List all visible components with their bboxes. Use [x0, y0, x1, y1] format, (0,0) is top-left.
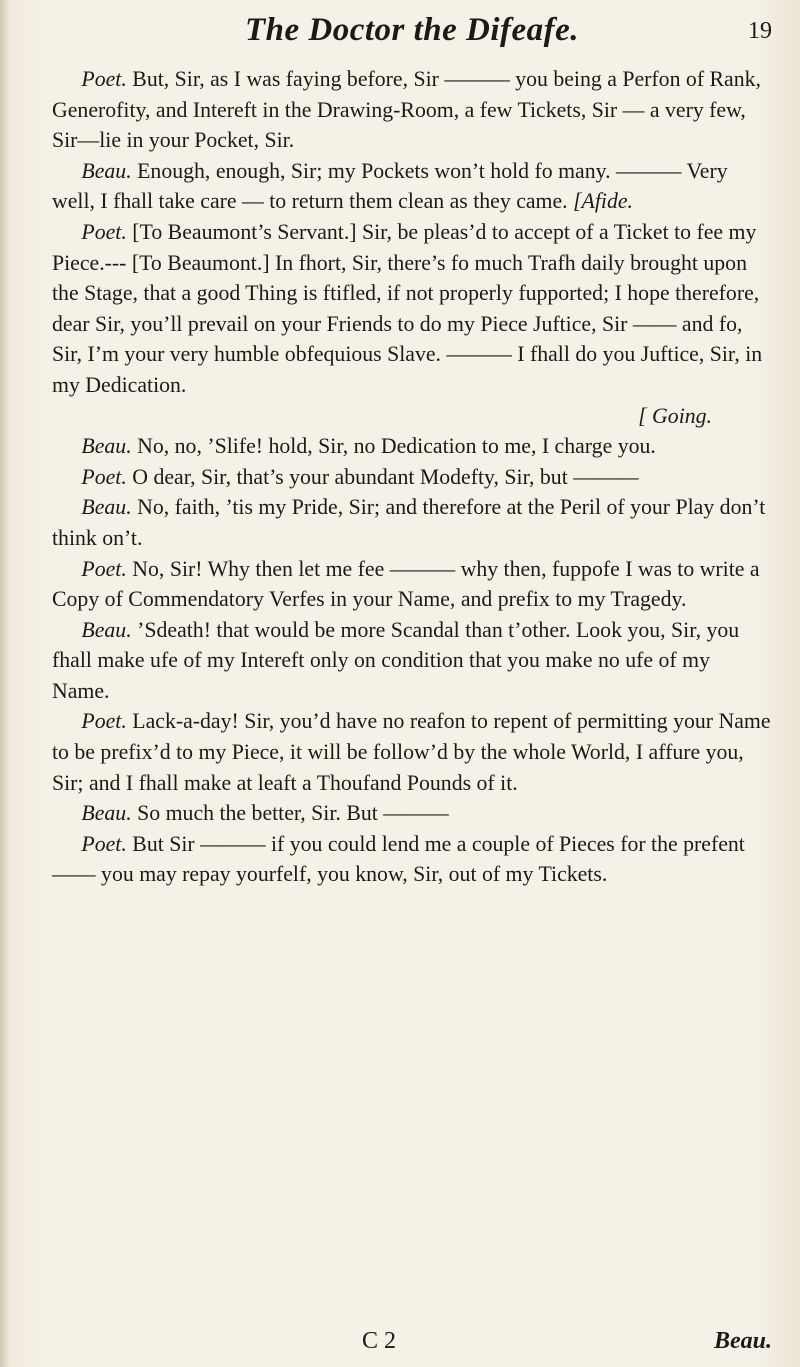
speech-text: No, Sir! Why then let me fee ——— why then, fuppofe I was to write a Copy of Commendatory Verfes in your Name, and prefix to my Tragedy.: [52, 556, 760, 612]
speaker-label: Poet.: [81, 831, 127, 856]
page-header: [52, 12, 772, 60]
speech-text: ’Sdeath! that would be more Scandal than t’other. Look you, Sir, you fhall make ufe of my Intereft only on condition that you make no ufe of my Name.: [52, 617, 740, 703]
speech-paragraph: [52, 217, 772, 401]
speech-paragraph: [52, 492, 772, 553]
page-number: 19: [748, 18, 772, 44]
stage-direction: [Afide.: [573, 189, 634, 214]
speech-text: No, faith, ’tis my Pride, Sir; and therefore at the Peril of your Play don’t think on’t.: [52, 495, 766, 550]
speaker-label: Beau.: [81, 434, 132, 459]
speech-paragraph: [52, 554, 772, 615]
running-title: The Doctor the Difeafe.: [244, 12, 580, 48]
speech-text: No, no, ’Slife! hold, Sir, no Dedication to me, I charge you.: [131, 434, 656, 459]
speech-paragraph: [52, 462, 772, 493]
signature-mark: C 2: [362, 1328, 397, 1354]
stage-direction-line: [52, 401, 772, 432]
speech-paragraph: [52, 829, 772, 890]
speaker-label: Beau.: [81, 158, 132, 183]
speaker-label: Poet.: [81, 556, 127, 581]
page-footer: [52, 1328, 772, 1358]
speech-paragraph: [52, 798, 772, 829]
speech-paragraph: [52, 431, 772, 462]
speaker-label: Beau.: [81, 617, 132, 642]
speech-text: O dear, Sir, that’s your abundant Modefty, Sir, but ———: [126, 464, 639, 489]
speaker-label: Poet.: [81, 709, 127, 734]
speech-paragraph: [52, 615, 772, 707]
speaker-label: Poet.: [81, 67, 127, 91]
speech-text: So much the better, Sir. But ———: [131, 801, 449, 826]
stage-direction: [ Going.: [638, 403, 712, 428]
speech-text: Lack-a-day! Sir, you’d have no reafon to repent of permitting your Name to be prefix’d to my Piece, it will be follow’d by the whole World, I affure you, Sir; and I fhall make at leaft a Thoufand Pounds of it.: [52, 709, 771, 795]
catchword: Beau.: [713, 1328, 772, 1354]
speaker-label: Poet.: [81, 219, 127, 244]
speaker-label: Beau.: [81, 495, 132, 520]
page-gutter-shadow: [0, 0, 10, 1367]
speech-paragraph: [52, 706, 772, 798]
speech-paragraph: [52, 156, 772, 217]
speaker-label: Beau.: [81, 801, 132, 826]
speech-paragraph: [52, 64, 772, 156]
speech-text: Enough, enough, Sir; my Pockets won’t hold fo many. ——— Very well, I fhall take care — to return them clean as they came.: [52, 158, 728, 214]
speaker-label: Poet.: [81, 464, 127, 489]
speech-text: [To Beaumont’s Servant.] Sir, be pleas’d to accept of a Ticket to fee my Piece.--- [To Beaumont.] In fhort, Sir, there’s fo much Trafh daily brought upon the Stage, that a good Thing is ftifled, if not properly fupported; I hope therefore, dear Sir, you’ll prevail on your Friends to do my Piece Juftice, Sir —— and fo, Sir, I’m your very humble obfequious Slave. ——— I fhall do you Juftice, Sir, in my Dedication.: [52, 219, 763, 397]
speech-text: But Sir ——— if you could lend me a couple of Pieces for the prefent —— you may repay yourfelf, you know, Sir, out of my Tickets.: [52, 831, 745, 887]
speech-text: But, Sir, as I was faying before, Sir ——— you being a Perfon of Rank, Generofity, and Intereft in the Drawing-Room, a few Tickets, Sir — a very few, Sir—lie in your Pocket, Sir.: [52, 67, 761, 153]
body-text: [52, 64, 772, 890]
